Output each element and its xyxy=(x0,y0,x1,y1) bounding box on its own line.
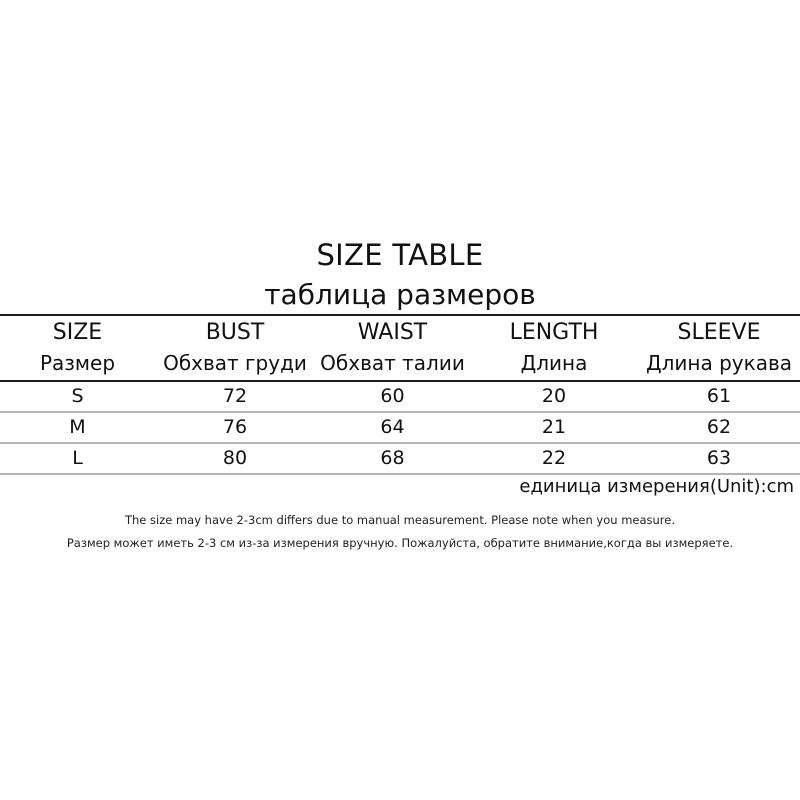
header-row-en xyxy=(0,318,800,348)
measurement-note-ru: Размер может иметь 2-3 см из-за измерения вручную. Пожалуйста, обратите внимание,когда вы измеряете. xyxy=(66,536,734,550)
cell-size: M xyxy=(69,416,86,438)
header-sleeve-ru: Длина рукава xyxy=(645,351,792,375)
header-waist: WAIST xyxy=(357,320,428,345)
cell-length: 20 xyxy=(541,385,567,407)
header-size: SIZE xyxy=(52,320,103,345)
cell-waist: 60 xyxy=(380,385,405,407)
header-waist-ru: Обхват талии xyxy=(320,351,465,375)
header-sleeve: SLEEVE xyxy=(677,320,761,345)
header-bust: BUST xyxy=(205,320,265,345)
header-row-ru xyxy=(0,348,800,378)
cell-sleeve: 63 xyxy=(706,447,732,469)
cell-bust: 76 xyxy=(222,416,248,438)
cell-sleeve: 61 xyxy=(706,385,732,407)
table-row xyxy=(0,444,800,473)
size-table xyxy=(0,318,800,475)
page-subtitle: таблица размеров xyxy=(264,278,536,311)
cell-length: 22 xyxy=(541,447,567,469)
table-top-rule xyxy=(0,314,800,316)
cell-waist: 64 xyxy=(380,416,405,438)
table-row xyxy=(0,413,800,442)
cell-size: L xyxy=(72,447,83,469)
cell-bust: 72 xyxy=(222,385,248,407)
row-divider xyxy=(0,473,800,475)
cell-waist: 68 xyxy=(380,447,405,469)
page-title: SIZE TABLE xyxy=(316,238,484,272)
cell-bust: 80 xyxy=(222,447,248,469)
cell-sleeve: 62 xyxy=(706,416,732,438)
header-bust-ru: Обхват груди xyxy=(163,351,307,375)
header-length: LENGTH xyxy=(509,320,599,345)
unit-note: единица измерения(Unit):cm xyxy=(519,476,794,497)
cell-size: S xyxy=(71,385,84,407)
header-length-ru: Длина xyxy=(520,351,588,375)
measurement-note-en: The size may have 2-3cm differs due to manual measurement. Please note when you measure. xyxy=(124,513,676,527)
cell-length: 21 xyxy=(541,416,567,438)
table-row xyxy=(0,382,800,411)
header-size-ru: Размер xyxy=(39,351,116,375)
